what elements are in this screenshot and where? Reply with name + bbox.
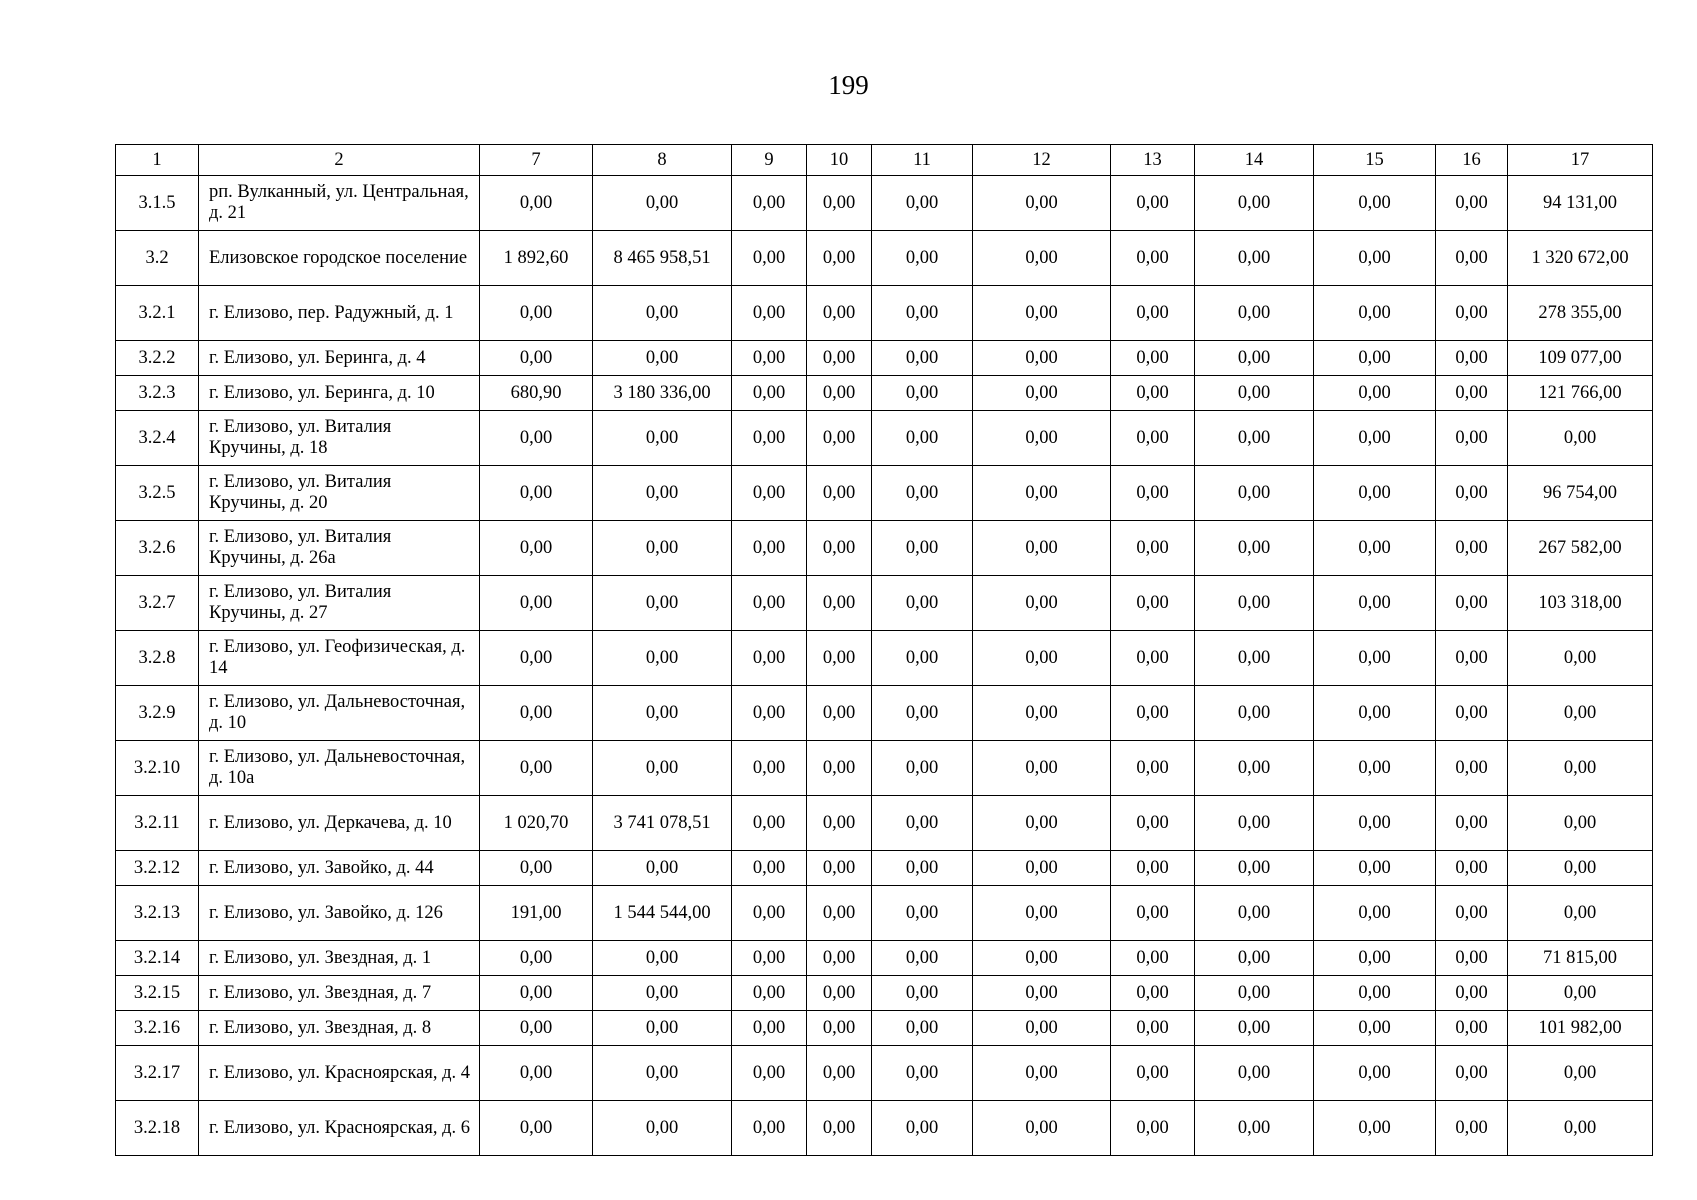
table-row	[116, 1011, 1653, 1046]
value-cell: 0,00	[1111, 1046, 1195, 1101]
value-cell: 101 982,00	[1508, 1011, 1653, 1046]
value-cell: 0,00	[1314, 176, 1436, 231]
value-cell: 0,00	[1436, 411, 1508, 466]
value-cell: 103 318,00	[1508, 576, 1653, 631]
value-cell: 0,00	[807, 576, 872, 631]
table-row	[116, 1046, 1653, 1101]
row-number-cell: 3.2.13	[116, 886, 199, 941]
table-row	[116, 521, 1653, 576]
value-cell: 0,00	[480, 941, 593, 976]
column-header-cell: 16	[1436, 145, 1508, 176]
address-cell: г. Елизово, ул. Завойко, д. 44	[199, 851, 480, 886]
value-cell: 0,00	[1436, 576, 1508, 631]
value-cell: 0,00	[1111, 631, 1195, 686]
row-number-cell: 3.2.17	[116, 1046, 199, 1101]
table-row	[116, 231, 1653, 286]
value-cell: 0,00	[807, 796, 872, 851]
value-cell: 0,00	[973, 576, 1111, 631]
value-cell: 0,00	[1436, 741, 1508, 796]
value-cell: 0,00	[1314, 376, 1436, 411]
value-cell: 0,00	[1436, 686, 1508, 741]
value-cell: 0,00	[1111, 411, 1195, 466]
value-cell: 191,00	[480, 886, 593, 941]
address-cell: г. Елизово, ул. Красноярская, д. 6	[199, 1101, 480, 1156]
table-row	[116, 1101, 1653, 1156]
value-cell: 0,00	[1436, 631, 1508, 686]
value-cell: 0,00	[872, 1101, 973, 1156]
value-cell: 0,00	[732, 376, 807, 411]
value-cell: 0,00	[1436, 851, 1508, 886]
value-cell: 0,00	[1111, 341, 1195, 376]
value-cell: 0,00	[1195, 1046, 1314, 1101]
value-cell: 0,00	[807, 286, 872, 341]
value-cell: 0,00	[807, 231, 872, 286]
value-cell: 0,00	[1314, 521, 1436, 576]
value-cell: 0,00	[1508, 1046, 1653, 1101]
row-number-cell: 3.2.4	[116, 411, 199, 466]
value-cell: 0,00	[1508, 851, 1653, 886]
address-cell: г. Елизово, ул. Виталия Кручины, д. 27	[199, 576, 480, 631]
value-cell: 0,00	[732, 341, 807, 376]
value-cell: 0,00	[1314, 686, 1436, 741]
address-cell: г. Елизово, ул. Дальневосточная, д. 10а	[199, 741, 480, 796]
value-cell: 0,00	[807, 521, 872, 576]
value-cell: 0,00	[480, 631, 593, 686]
value-cell: 0,00	[1111, 1101, 1195, 1156]
row-number-cell: 3.2.12	[116, 851, 199, 886]
value-cell: 0,00	[732, 576, 807, 631]
value-cell: 0,00	[872, 741, 973, 796]
table-row	[116, 576, 1653, 631]
value-cell: 0,00	[1314, 1046, 1436, 1101]
value-cell: 0,00	[1436, 376, 1508, 411]
table-header-row	[116, 145, 1653, 176]
value-cell: 0,00	[807, 1011, 872, 1046]
value-cell: 0,00	[1314, 941, 1436, 976]
value-cell: 0,00	[973, 286, 1111, 341]
value-cell: 0,00	[1195, 576, 1314, 631]
value-cell: 0,00	[973, 1011, 1111, 1046]
value-cell: 0,00	[1111, 576, 1195, 631]
row-number-cell: 3.2.5	[116, 466, 199, 521]
row-number-cell: 3.2.7	[116, 576, 199, 631]
value-cell: 0,00	[1314, 466, 1436, 521]
value-cell: 0,00	[807, 886, 872, 941]
value-cell: 0,00	[732, 176, 807, 231]
value-cell: 0,00	[593, 1046, 732, 1101]
value-cell: 0,00	[1195, 741, 1314, 796]
column-header-cell: 2	[199, 145, 480, 176]
value-cell: 0,00	[732, 796, 807, 851]
value-cell: 0,00	[1111, 286, 1195, 341]
value-cell: 0,00	[973, 886, 1111, 941]
column-header-cell: 15	[1314, 145, 1436, 176]
value-cell: 0,00	[1111, 851, 1195, 886]
row-number-cell: 3.2.9	[116, 686, 199, 741]
value-cell: 0,00	[1111, 231, 1195, 286]
row-number-cell: 3.2.16	[116, 1011, 199, 1046]
column-header-cell: 8	[593, 145, 732, 176]
value-cell: 0,00	[1314, 576, 1436, 631]
value-cell: 0,00	[1111, 376, 1195, 411]
value-cell: 0,00	[1195, 976, 1314, 1011]
value-cell: 0,00	[1314, 341, 1436, 376]
value-cell: 0,00	[1111, 796, 1195, 851]
value-cell: 0,00	[1195, 796, 1314, 851]
table-row	[116, 976, 1653, 1011]
value-cell: 680,90	[480, 376, 593, 411]
value-cell: 0,00	[1314, 741, 1436, 796]
value-cell: 0,00	[1111, 686, 1195, 741]
table-row	[116, 341, 1653, 376]
address-cell: Елизовское городское поселение	[199, 231, 480, 286]
value-cell: 0,00	[480, 576, 593, 631]
value-cell: 1 320 672,00	[1508, 231, 1653, 286]
column-header-cell: 7	[480, 145, 593, 176]
table-row	[116, 796, 1653, 851]
value-cell: 0,00	[480, 176, 593, 231]
data-table	[115, 144, 1653, 1156]
value-cell: 0,00	[732, 886, 807, 941]
value-cell: 0,00	[807, 176, 872, 231]
address-cell: г. Елизово, ул. Красноярская, д. 4	[199, 1046, 480, 1101]
value-cell: 0,00	[1314, 231, 1436, 286]
value-cell: 0,00	[593, 286, 732, 341]
value-cell: 0,00	[1314, 886, 1436, 941]
value-cell: 0,00	[593, 576, 732, 631]
value-cell: 0,00	[1314, 976, 1436, 1011]
value-cell: 0,00	[732, 286, 807, 341]
value-cell: 0,00	[1436, 1046, 1508, 1101]
value-cell: 0,00	[1436, 1101, 1508, 1156]
value-cell: 0,00	[872, 576, 973, 631]
value-cell: 0,00	[807, 941, 872, 976]
address-cell: г. Елизово, ул. Геофизическая, д. 14	[199, 631, 480, 686]
value-cell: 0,00	[807, 341, 872, 376]
value-cell: 0,00	[1508, 741, 1653, 796]
address-cell: г. Елизово, ул. Дальневосточная, д. 10	[199, 686, 480, 741]
address-cell: г. Елизово, ул. Звездная, д. 1	[199, 941, 480, 976]
value-cell: 0,00	[1195, 631, 1314, 686]
value-cell: 0,00	[1436, 286, 1508, 341]
value-cell: 0,00	[973, 411, 1111, 466]
value-cell: 0,00	[807, 976, 872, 1011]
value-cell: 0,00	[872, 466, 973, 521]
value-cell: 0,00	[732, 1101, 807, 1156]
value-cell: 1 892,60	[480, 231, 593, 286]
value-cell: 0,00	[1436, 886, 1508, 941]
value-cell: 0,00	[872, 176, 973, 231]
value-cell: 0,00	[732, 741, 807, 796]
value-cell: 0,00	[1195, 941, 1314, 976]
row-number-cell: 3.2.2	[116, 341, 199, 376]
value-cell: 0,00	[593, 466, 732, 521]
value-cell: 109 077,00	[1508, 341, 1653, 376]
value-cell: 0,00	[807, 376, 872, 411]
value-cell: 0,00	[1436, 1011, 1508, 1046]
value-cell: 0,00	[872, 851, 973, 886]
value-cell: 3 741 078,51	[593, 796, 732, 851]
row-number-cell: 3.2.1	[116, 286, 199, 341]
value-cell: 0,00	[1111, 741, 1195, 796]
page-number: 199	[828, 70, 869, 100]
value-cell: 0,00	[1436, 941, 1508, 976]
value-cell: 0,00	[732, 521, 807, 576]
row-number-cell: 3.2.15	[116, 976, 199, 1011]
value-cell: 0,00	[480, 1011, 593, 1046]
value-cell: 0,00	[872, 686, 973, 741]
value-cell: 0,00	[593, 941, 732, 976]
value-cell: 0,00	[807, 851, 872, 886]
value-cell: 0,00	[1111, 521, 1195, 576]
column-header-cell: 9	[732, 145, 807, 176]
value-cell: 0,00	[593, 521, 732, 576]
table-row	[116, 466, 1653, 521]
value-cell: 278 355,00	[1508, 286, 1653, 341]
value-cell: 0,00	[1436, 231, 1508, 286]
value-cell: 0,00	[480, 1046, 593, 1101]
value-cell: 0,00	[1195, 341, 1314, 376]
value-cell: 0,00	[1314, 796, 1436, 851]
value-cell: 0,00	[1111, 176, 1195, 231]
value-cell: 8 465 958,51	[593, 231, 732, 286]
value-cell: 0,00	[732, 631, 807, 686]
address-cell: г. Елизово, ул. Звездная, д. 8	[199, 1011, 480, 1046]
value-cell: 0,00	[732, 231, 807, 286]
value-cell: 0,00	[732, 1046, 807, 1101]
value-cell: 0,00	[1508, 631, 1653, 686]
value-cell: 1 544 544,00	[593, 886, 732, 941]
address-cell: г. Елизово, ул. Беринга, д. 10	[199, 376, 480, 411]
value-cell: 3 180 336,00	[593, 376, 732, 411]
value-cell: 0,00	[1314, 1011, 1436, 1046]
value-cell: 0,00	[1111, 976, 1195, 1011]
address-cell: г. Елизово, ул. Виталия Кручины, д. 26а	[199, 521, 480, 576]
value-cell: 0,00	[593, 1101, 732, 1156]
value-cell: 96 754,00	[1508, 466, 1653, 521]
value-cell: 0,00	[1436, 796, 1508, 851]
column-header-cell: 12	[973, 145, 1111, 176]
value-cell: 0,00	[872, 1046, 973, 1101]
table-row	[116, 631, 1653, 686]
value-cell: 0,00	[732, 941, 807, 976]
table-row	[116, 686, 1653, 741]
value-cell: 0,00	[732, 466, 807, 521]
value-cell: 0,00	[973, 631, 1111, 686]
value-cell: 0,00	[480, 741, 593, 796]
value-cell: 0,00	[1508, 796, 1653, 851]
value-cell: 0,00	[973, 686, 1111, 741]
value-cell: 0,00	[1111, 941, 1195, 976]
value-cell: 0,00	[872, 341, 973, 376]
row-number-cell: 3.2.14	[116, 941, 199, 976]
value-cell: 0,00	[872, 1011, 973, 1046]
value-cell: 0,00	[872, 521, 973, 576]
value-cell: 0,00	[1111, 886, 1195, 941]
value-cell: 0,00	[1436, 176, 1508, 231]
value-cell: 0,00	[973, 976, 1111, 1011]
value-cell: 0,00	[1195, 521, 1314, 576]
value-cell: 0,00	[872, 941, 973, 976]
column-header-cell: 14	[1195, 145, 1314, 176]
table-row	[116, 176, 1653, 231]
row-number-cell: 3.2.3	[116, 376, 199, 411]
row-number-cell: 3.2.8	[116, 631, 199, 686]
value-cell: 0,00	[973, 941, 1111, 976]
value-cell: 0,00	[480, 976, 593, 1011]
value-cell: 0,00	[1195, 466, 1314, 521]
address-cell: г. Елизово, ул. Виталия Кручины, д. 20	[199, 466, 480, 521]
value-cell: 0,00	[807, 1046, 872, 1101]
value-cell: 0,00	[1195, 886, 1314, 941]
value-cell: 0,00	[807, 466, 872, 521]
value-cell: 0,00	[1195, 176, 1314, 231]
value-cell: 0,00	[807, 741, 872, 796]
address-cell: г. Елизово, ул. Деркачева, д. 10	[199, 796, 480, 851]
value-cell: 0,00	[480, 286, 593, 341]
address-cell: г. Елизово, ул. Завойко, д. 126	[199, 886, 480, 941]
value-cell: 0,00	[593, 741, 732, 796]
value-cell: 0,00	[480, 686, 593, 741]
value-cell: 0,00	[1195, 851, 1314, 886]
value-cell: 0,00	[807, 686, 872, 741]
value-cell: 0,00	[973, 741, 1111, 796]
row-number-cell: 3.2.10	[116, 741, 199, 796]
value-cell: 0,00	[480, 466, 593, 521]
value-cell: 0,00	[1508, 1101, 1653, 1156]
value-cell: 0,00	[1436, 976, 1508, 1011]
table-row	[116, 741, 1653, 796]
value-cell: 0,00	[807, 631, 872, 686]
value-cell: 0,00	[1508, 411, 1653, 466]
value-cell: 0,00	[872, 411, 973, 466]
value-cell: 0,00	[973, 796, 1111, 851]
value-cell: 0,00	[1195, 1011, 1314, 1046]
value-cell: 0,00	[973, 231, 1111, 286]
value-cell: 0,00	[1508, 976, 1653, 1011]
value-cell: 0,00	[593, 341, 732, 376]
value-cell: 0,00	[1314, 411, 1436, 466]
value-cell: 1 020,70	[480, 796, 593, 851]
table-row	[116, 886, 1653, 941]
value-cell: 0,00	[732, 411, 807, 466]
value-cell: 0,00	[973, 341, 1111, 376]
value-cell: 0,00	[593, 176, 732, 231]
value-cell: 0,00	[1195, 1101, 1314, 1156]
value-cell: 71 815,00	[1508, 941, 1653, 976]
value-cell: 0,00	[593, 686, 732, 741]
value-cell: 0,00	[1314, 1101, 1436, 1156]
value-cell: 267 582,00	[1508, 521, 1653, 576]
column-header-cell: 1	[116, 145, 199, 176]
column-header-cell: 17	[1508, 145, 1653, 176]
value-cell: 0,00	[973, 1046, 1111, 1101]
value-cell: 0,00	[872, 376, 973, 411]
value-cell: 0,00	[593, 631, 732, 686]
value-cell: 0,00	[480, 341, 593, 376]
value-cell: 0,00	[480, 851, 593, 886]
value-cell: 0,00	[872, 286, 973, 341]
value-cell: 0,00	[1508, 686, 1653, 741]
value-cell: 0,00	[593, 976, 732, 1011]
value-cell: 0,00	[1314, 631, 1436, 686]
table-row	[116, 286, 1653, 341]
value-cell: 94 131,00	[1508, 176, 1653, 231]
column-header-cell: 11	[872, 145, 973, 176]
table-row	[116, 851, 1653, 886]
value-cell: 0,00	[1195, 686, 1314, 741]
value-cell: 0,00	[1508, 886, 1653, 941]
value-cell: 0,00	[1195, 286, 1314, 341]
value-cell: 0,00	[973, 851, 1111, 886]
table-row	[116, 411, 1653, 466]
value-cell: 0,00	[807, 1101, 872, 1156]
address-cell: рп. Вулканный, ул. Центральная, д. 21	[199, 176, 480, 231]
value-cell: 0,00	[732, 1011, 807, 1046]
row-number-cell: 3.2	[116, 231, 199, 286]
value-cell: 0,00	[973, 376, 1111, 411]
address-cell: г. Елизово, ул. Виталия Кручины, д. 18	[199, 411, 480, 466]
row-number-cell: 3.2.6	[116, 521, 199, 576]
value-cell: 0,00	[480, 521, 593, 576]
column-header-cell: 10	[807, 145, 872, 176]
value-cell: 0,00	[872, 976, 973, 1011]
value-cell: 0,00	[1436, 521, 1508, 576]
value-cell: 0,00	[1195, 231, 1314, 286]
value-cell: 0,00	[593, 411, 732, 466]
value-cell: 0,00	[480, 411, 593, 466]
row-number-cell: 3.2.18	[116, 1101, 199, 1156]
value-cell: 0,00	[1314, 286, 1436, 341]
value-cell: 0,00	[1195, 411, 1314, 466]
value-cell: 0,00	[732, 851, 807, 886]
address-cell: г. Елизово, ул. Беринга, д. 4	[199, 341, 480, 376]
address-cell: г. Елизово, пер. Радужный, д. 1	[199, 286, 480, 341]
value-cell: 0,00	[1111, 1011, 1195, 1046]
value-cell: 0,00	[1195, 376, 1314, 411]
value-cell: 0,00	[973, 176, 1111, 231]
value-cell: 0,00	[732, 976, 807, 1011]
row-number-cell: 3.1.5	[116, 176, 199, 231]
table-row	[116, 941, 1653, 976]
address-cell: г. Елизово, ул. Звездная, д. 7	[199, 976, 480, 1011]
value-cell: 0,00	[1436, 466, 1508, 521]
value-cell: 0,00	[973, 1101, 1111, 1156]
value-cell: 0,00	[1111, 466, 1195, 521]
column-header-cell: 13	[1111, 145, 1195, 176]
value-cell: 0,00	[973, 466, 1111, 521]
value-cell: 0,00	[872, 231, 973, 286]
value-cell: 0,00	[807, 411, 872, 466]
value-cell: 0,00	[1314, 851, 1436, 886]
value-cell: 0,00	[732, 686, 807, 741]
value-cell: 121 766,00	[1508, 376, 1653, 411]
table-row	[116, 376, 1653, 411]
value-cell: 0,00	[593, 1011, 732, 1046]
value-cell: 0,00	[872, 886, 973, 941]
value-cell: 0,00	[1436, 341, 1508, 376]
value-cell: 0,00	[872, 631, 973, 686]
value-cell: 0,00	[480, 1101, 593, 1156]
value-cell: 0,00	[593, 851, 732, 886]
row-number-cell: 3.2.11	[116, 796, 199, 851]
value-cell: 0,00	[872, 796, 973, 851]
value-cell: 0,00	[973, 521, 1111, 576]
